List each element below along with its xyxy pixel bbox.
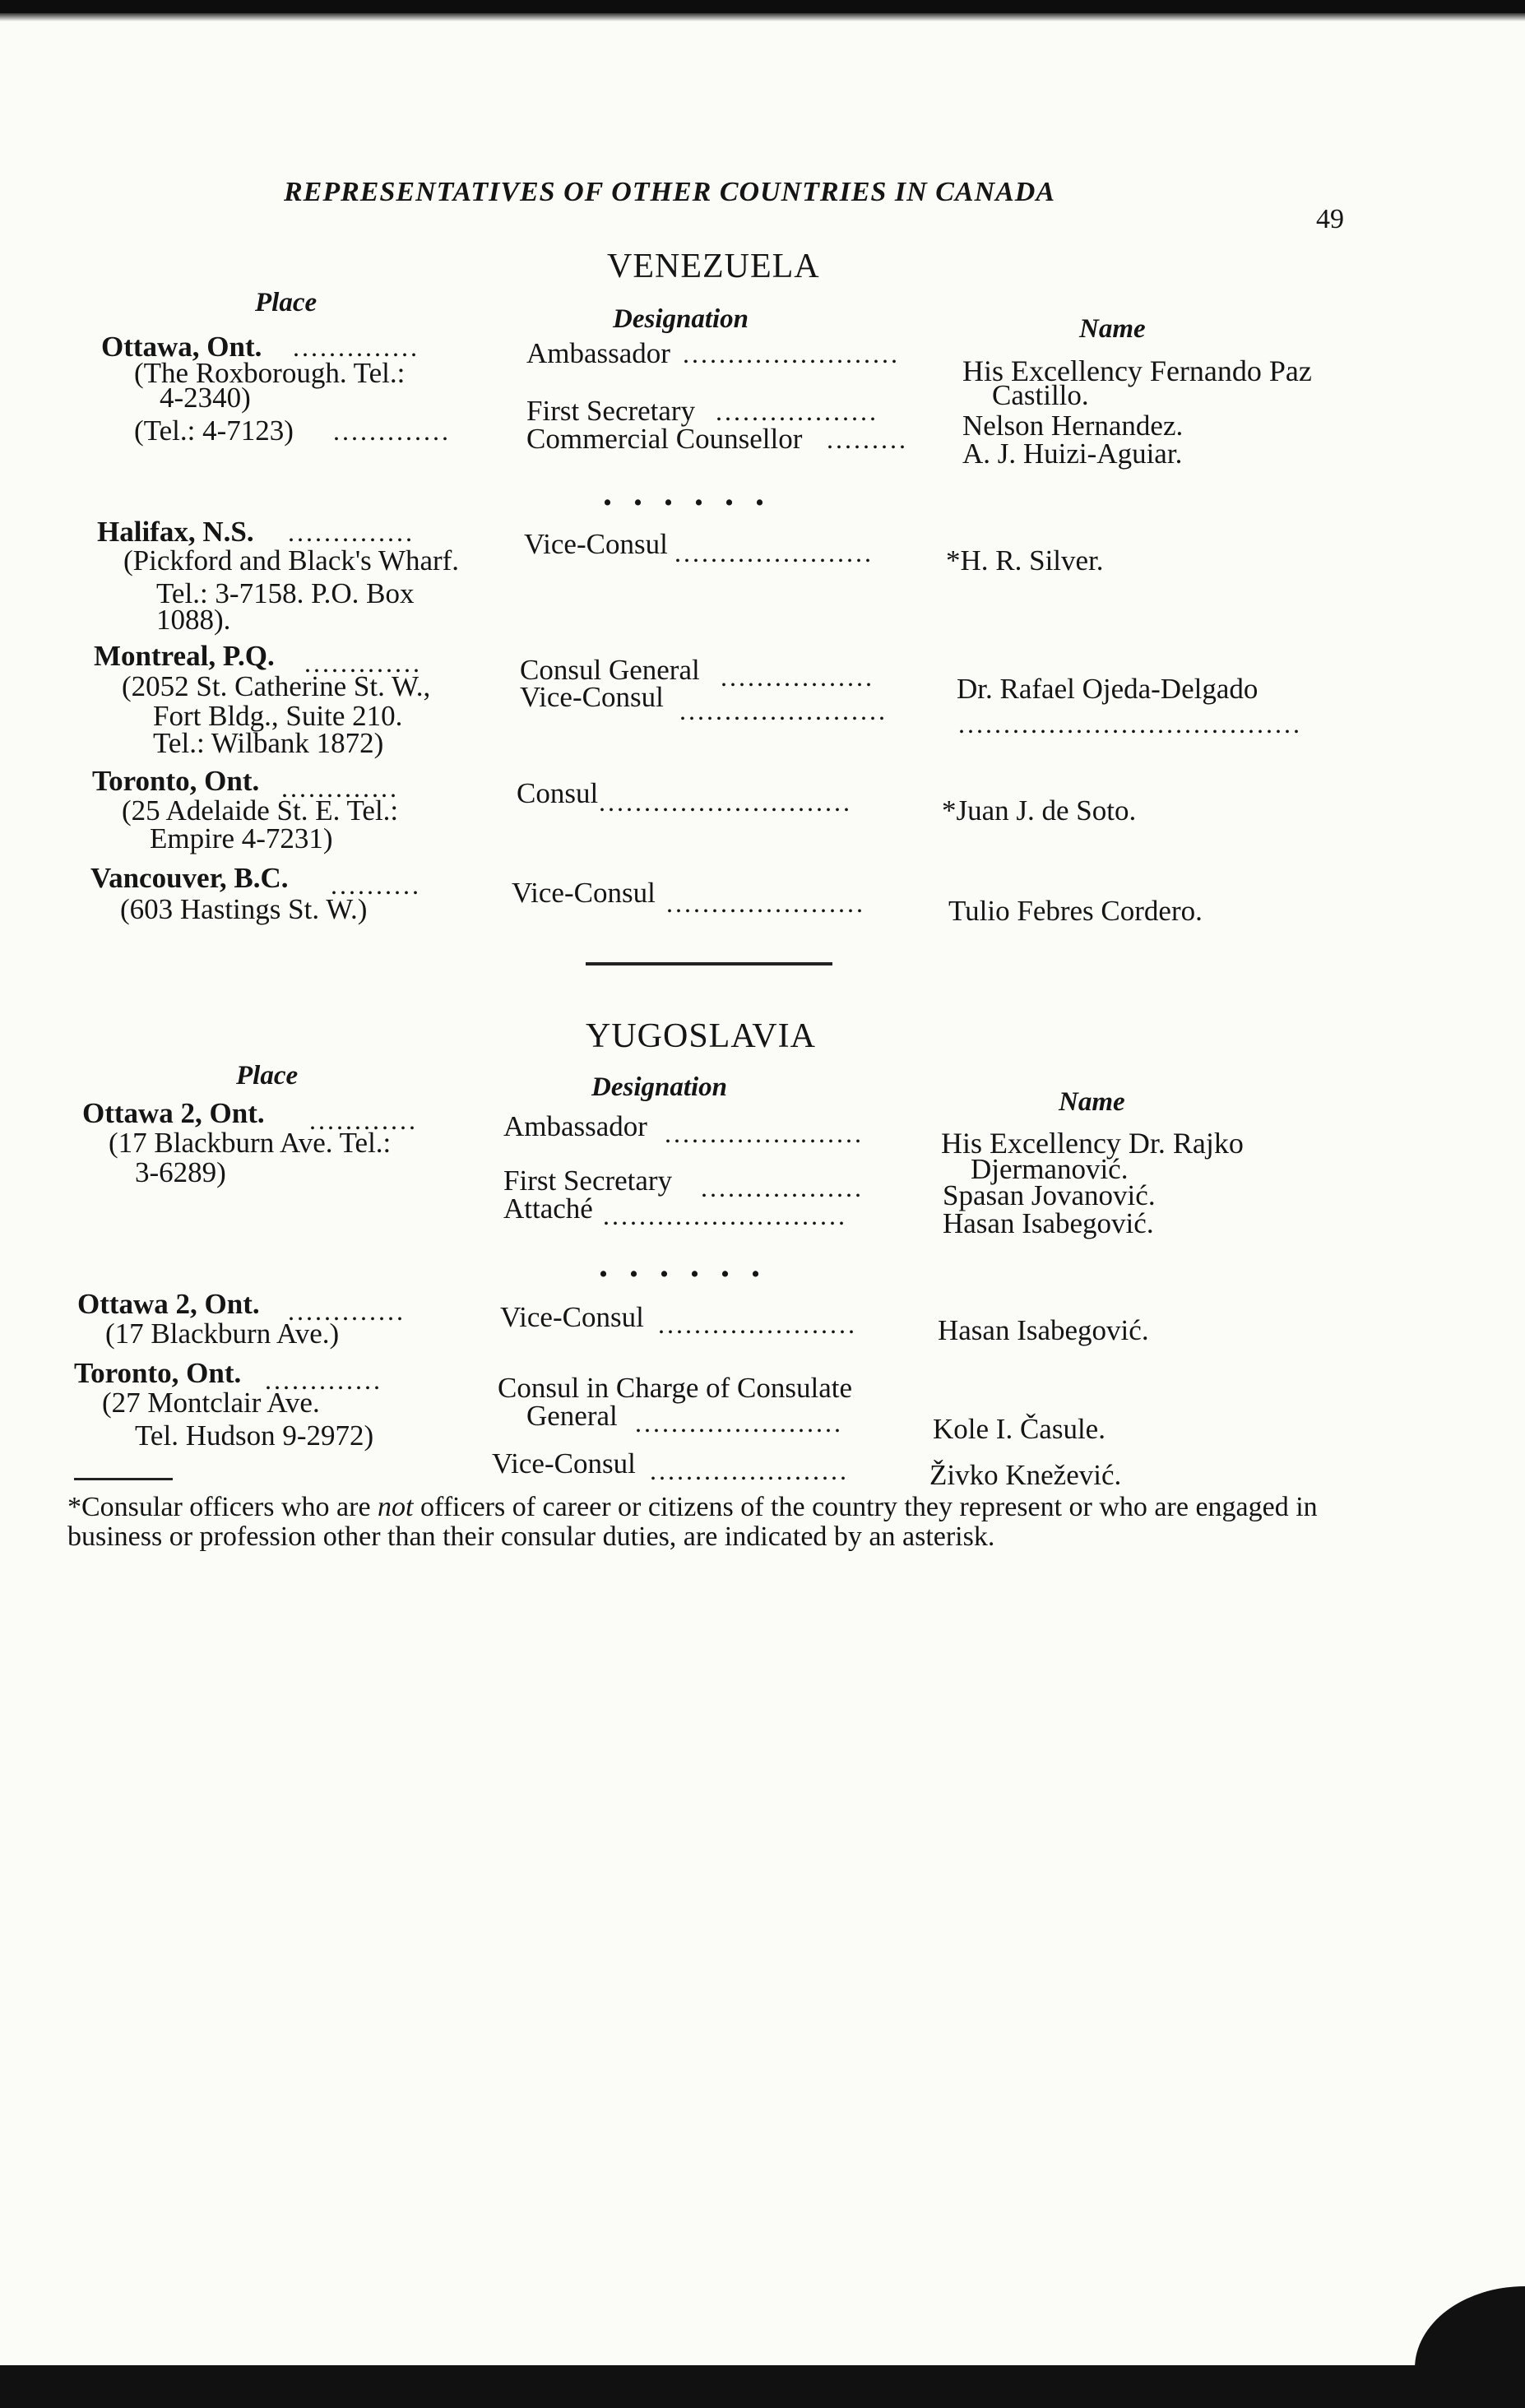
designation: Consul in Charge of Consulate — [498, 1372, 852, 1404]
running-head: REPRESENTATIVES OF OTHER COUNTRIES IN CANADA — [284, 177, 1056, 207]
person-name: Živko Knežević. — [929, 1459, 1122, 1491]
country-heading-yugoslavia: YUGOSLAVIA — [586, 1017, 816, 1055]
leader-dots: ............. — [304, 648, 422, 678]
leader-dots: ............. — [265, 1365, 382, 1395]
footnote-text: *Consular officers who are — [67, 1492, 378, 1522]
place-ottawa: Ottawa, Ont. — [101, 331, 262, 363]
place-address: Tel.: 3-7158. P.O. Box — [156, 577, 415, 609]
place-address: (Tel.: 4-7123) — [134, 414, 294, 447]
place-address: (17 Blackburn Ave.) — [105, 1317, 340, 1350]
leader-dots: ............. — [333, 416, 451, 446]
person-name: His Excellency Fernando Paz — [962, 354, 1312, 387]
place-toronto: Toronto, Ont. — [74, 1357, 242, 1389]
section-rule — [586, 962, 832, 966]
footnote — [67, 1493, 1318, 1552]
leader-dots: ...................... — [666, 888, 865, 918]
designation: Vice-Consul — [500, 1301, 644, 1333]
country-heading-venezuela: VENEZUELA — [607, 248, 820, 285]
designation: Vice-Consul — [520, 681, 664, 713]
leader-dots: ................. — [721, 662, 874, 692]
designation: Attaché — [503, 1192, 593, 1225]
place-address: Tel.: Wilbank 1872) — [153, 727, 384, 759]
leader-dots: ...................... — [658, 1309, 857, 1339]
footnote-emphasis: not — [378, 1492, 414, 1522]
section-separator: ...... — [599, 1244, 781, 1285]
place-ottawa-2: Ottawa 2, Ont. — [77, 1288, 260, 1320]
person-name: Djermanović. — [971, 1153, 1129, 1185]
designation: Consul General — [520, 654, 700, 686]
place-address: Fort Bldg., Suite 210. — [153, 700, 403, 732]
leader-dots: .................. — [716, 396, 878, 426]
person-name: *H. R. Silver. — [946, 544, 1104, 577]
place-address: 3-6289) — [135, 1156, 226, 1188]
person-name: Hasan Isabegović. — [938, 1314, 1149, 1346]
footnote-text: officers of career or citizens of the country they represent or who are engaged in business or profession other than their consular duties, are indicated by an asterisk. — [67, 1492, 1318, 1552]
leader-dots: ............................ — [599, 787, 852, 817]
person-name: Tulio Febres Cordero. — [948, 895, 1203, 927]
place-address: (603 Hastings St. W.) — [120, 893, 368, 925]
designation: Consul — [517, 777, 599, 809]
leader-dots: ....................... — [679, 696, 888, 725]
leader-dots: ...................... — [665, 1118, 864, 1148]
person-name: A. J. Huizi-Aguiar. — [962, 438, 1183, 470]
page-number: 49 — [1316, 204, 1344, 234]
leader-dots: ...................... — [650, 1456, 849, 1485]
leader-dots: ........................... — [603, 1201, 847, 1230]
designation: Ambassador — [526, 337, 670, 369]
person-name: *Juan J. de Soto. — [942, 794, 1137, 827]
leader-dots: ............ — [309, 1105, 418, 1135]
leader-dots: ......... — [827, 424, 908, 454]
leader-dots: .......... — [331, 870, 421, 900]
leader-dots: ........................ — [683, 339, 900, 368]
footnote-rule — [74, 1478, 173, 1480]
person-name: Hasan Isabegović. — [943, 1207, 1154, 1239]
place-toronto: Toronto, Ont. — [92, 765, 260, 797]
designation: Ambassador — [503, 1110, 647, 1142]
place-address: (17 Blackburn Ave. Tel.: — [109, 1127, 392, 1159]
person-name: Nelson Hernandez. — [962, 410, 1184, 442]
col-head-name: Name — [1059, 1087, 1125, 1117]
designation: Vice-Consul — [524, 528, 668, 560]
designation: First Secretary — [503, 1165, 673, 1197]
col-head-place: Place — [255, 288, 318, 317]
designation: First Secretary — [526, 395, 696, 427]
leader-dots: .............. — [293, 332, 419, 362]
col-head-place: Place — [236, 1061, 299, 1091]
designation: Vice-Consul — [512, 877, 656, 909]
leader-dots: ....................... — [635, 1408, 843, 1438]
place-address: Empire 4-7231) — [150, 822, 333, 854]
person-name: Dr. Rafael Ojeda-Delgado — [957, 673, 1258, 705]
col-head-name: Name — [1079, 314, 1146, 344]
person-name: Spasan Jovanović. — [943, 1179, 1156, 1211]
person-name: His Excellency Dr. Rajko — [941, 1127, 1244, 1160]
designation: Commercial Counsellor — [526, 423, 803, 455]
place-montreal: Montreal, P.Q. — [94, 640, 275, 672]
person-name: Castillo. — [992, 379, 1089, 411]
scan-edge-bottom — [0, 2365, 1525, 2408]
place-address: 4-2340) — [160, 382, 251, 414]
place-address: (2052 St. Catherine St. W., — [122, 670, 431, 702]
designation: General — [526, 1400, 618, 1432]
leader-dots: ............. — [288, 1296, 406, 1326]
place-address: Tel. Hudson 9-2972) — [135, 1419, 374, 1452]
leader-dots: ...................... — [674, 538, 874, 567]
leader-dots: .................. — [701, 1173, 864, 1202]
place-address: 1088). — [156, 604, 231, 636]
col-head-designation: Designation — [613, 304, 749, 334]
place-halifax: Halifax, N.S. — [97, 516, 254, 548]
scan-edge-top — [0, 0, 1525, 13]
place-ottawa-2: Ottawa 2, Ont. — [82, 1097, 265, 1129]
col-head-designation: Designation — [591, 1072, 728, 1102]
designation: Vice-Consul — [492, 1447, 636, 1480]
place-address: (The Roxborough. Tel.: — [134, 357, 406, 389]
vacant-name-dots: ...................................... — [958, 709, 1302, 739]
section-separator: ...... — [603, 473, 786, 513]
person-name: Kole I. Časule. — [933, 1413, 1106, 1445]
place-address: (Pickford and Black's Wharf. — [123, 544, 460, 577]
leader-dots: .............. — [288, 517, 415, 547]
scan-edge-corner — [1415, 2286, 1525, 2369]
place-address: (25 Adelaide St. E. Tel.: — [122, 794, 399, 827]
leader-dots: ............. — [281, 773, 399, 803]
scan-edge-shadow — [0, 13, 1525, 21]
place-vancouver: Vancouver, B.C. — [90, 862, 289, 894]
place-address: (27 Montclair Ave. — [102, 1387, 320, 1419]
